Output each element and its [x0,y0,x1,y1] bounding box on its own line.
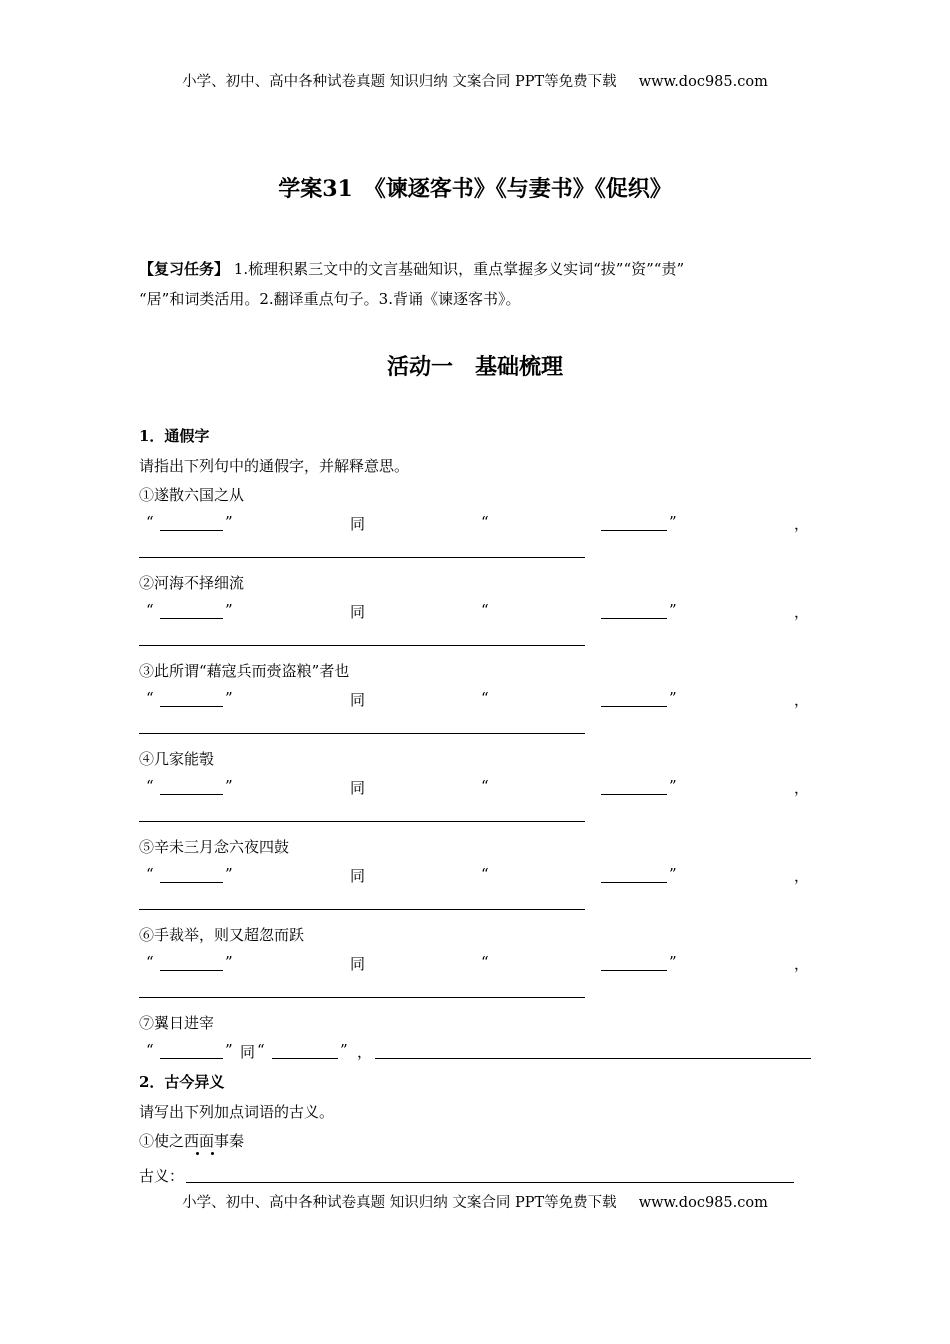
activity-title: 活动一 基础梳理 [386,354,563,380]
section2-instruction: 请写出下列加点词语的古义。 [139,1103,335,1121]
answer-line-4[interactable] [139,821,585,822]
answer-line-7[interactable] [375,1058,811,1059]
item-2-sentence: ②河海不择细流 [139,574,245,592]
blank-tong-2[interactable] [601,618,667,619]
review-text-1: 1.梳理积累三文中的文言基础知识，重点掌握多义实词“拔”“资”“责” [233,260,685,278]
blank-tong-1[interactable] [601,530,667,531]
fill-row-2: “ ” 同 “ ” ， [146,601,810,621]
answer-line-5[interactable] [139,909,585,910]
fill-row-7: “ ” 同 “ ” ， [139,1041,807,1063]
page-footer [0,1191,950,1212]
page-title: 学案31 《谏逐客书》《与妻书》《促织》 [278,176,672,202]
review-label: 【复习任务】 [139,260,230,278]
fill-row-3: “ ” 同 “ ” ， [146,689,810,709]
review-task-line2: “居”和词类活用。2.翻译重点句子。3.背诵《谏逐客书》。 [139,290,521,308]
blank-char-1[interactable] [160,530,223,531]
section2-item-1: ①使之西面事秦 [139,1132,245,1150]
blank-char-4[interactable] [160,794,223,795]
blank-char-2[interactable] [160,618,223,619]
ancient-meaning-answer-line[interactable] [186,1182,794,1183]
section-heading-gujinyiyi: 2．古今异义 [139,1073,225,1091]
blank-tong-4[interactable] [601,794,667,795]
footer-text: 小学、初中、高中各种试卷真题 知识归纳 文案合同 PPT等免费下载 [182,1195,617,1211]
blank-char-7[interactable] [160,1058,223,1059]
section-heading-tongjiazi: 1．通假字 [139,427,210,445]
header-text: 小学、初中、高中各种试卷真题 知识归纳 文案合同 PPT等免费下载 [182,74,617,90]
answer-line-3[interactable] [139,733,585,734]
answer-line-6[interactable] [139,997,585,998]
item-1-sentence: ①遂散六国之从 [139,486,245,504]
blank-tong-5[interactable] [601,882,667,883]
item-4-sentence: ④几家能彀 [139,750,215,768]
blank-char-6[interactable] [160,970,223,971]
header-url[interactable]: www.doc985.com [638,74,768,90]
emphasis-dot-1 [196,1152,199,1155]
item-5-sentence: ⑤辛未三月念六夜四鼓 [139,838,290,856]
item-6-sentence: ⑥手裁举，则又超忽而跃 [139,926,305,944]
blank-tong-3[interactable] [601,706,667,707]
page-header [0,70,950,91]
blank-char-3[interactable] [160,706,223,707]
blank-tong-6[interactable] [601,970,667,971]
fill-row-4: “ ” 同 “ ” ， [146,777,810,797]
fill-row-5: “ ” 同 “ ” ， [146,865,810,885]
answer-line-1[interactable] [139,557,585,558]
section-instruction: 请指出下列句中的通假字，并解释意思。 [139,457,410,475]
review-task-line1 [139,258,684,279]
fill-row-6: “ ” 同 “ ” ， [146,953,810,973]
ancient-meaning-label: 古义： [139,1167,185,1185]
footer-url[interactable]: www.doc985.com [638,1195,768,1211]
blank-tong-7[interactable] [272,1058,338,1059]
blank-char-5[interactable] [160,882,223,883]
fill-row-1: “ ” 同 “ ” ， [146,513,810,533]
item-3-sentence: ③此所谓“藉寇兵而赍盗粮”者也 [139,662,350,680]
answer-line-2[interactable] [139,645,585,646]
emphasis-dot-2 [211,1152,214,1155]
item-7-sentence: ⑦翼日进宰 [139,1014,215,1032]
